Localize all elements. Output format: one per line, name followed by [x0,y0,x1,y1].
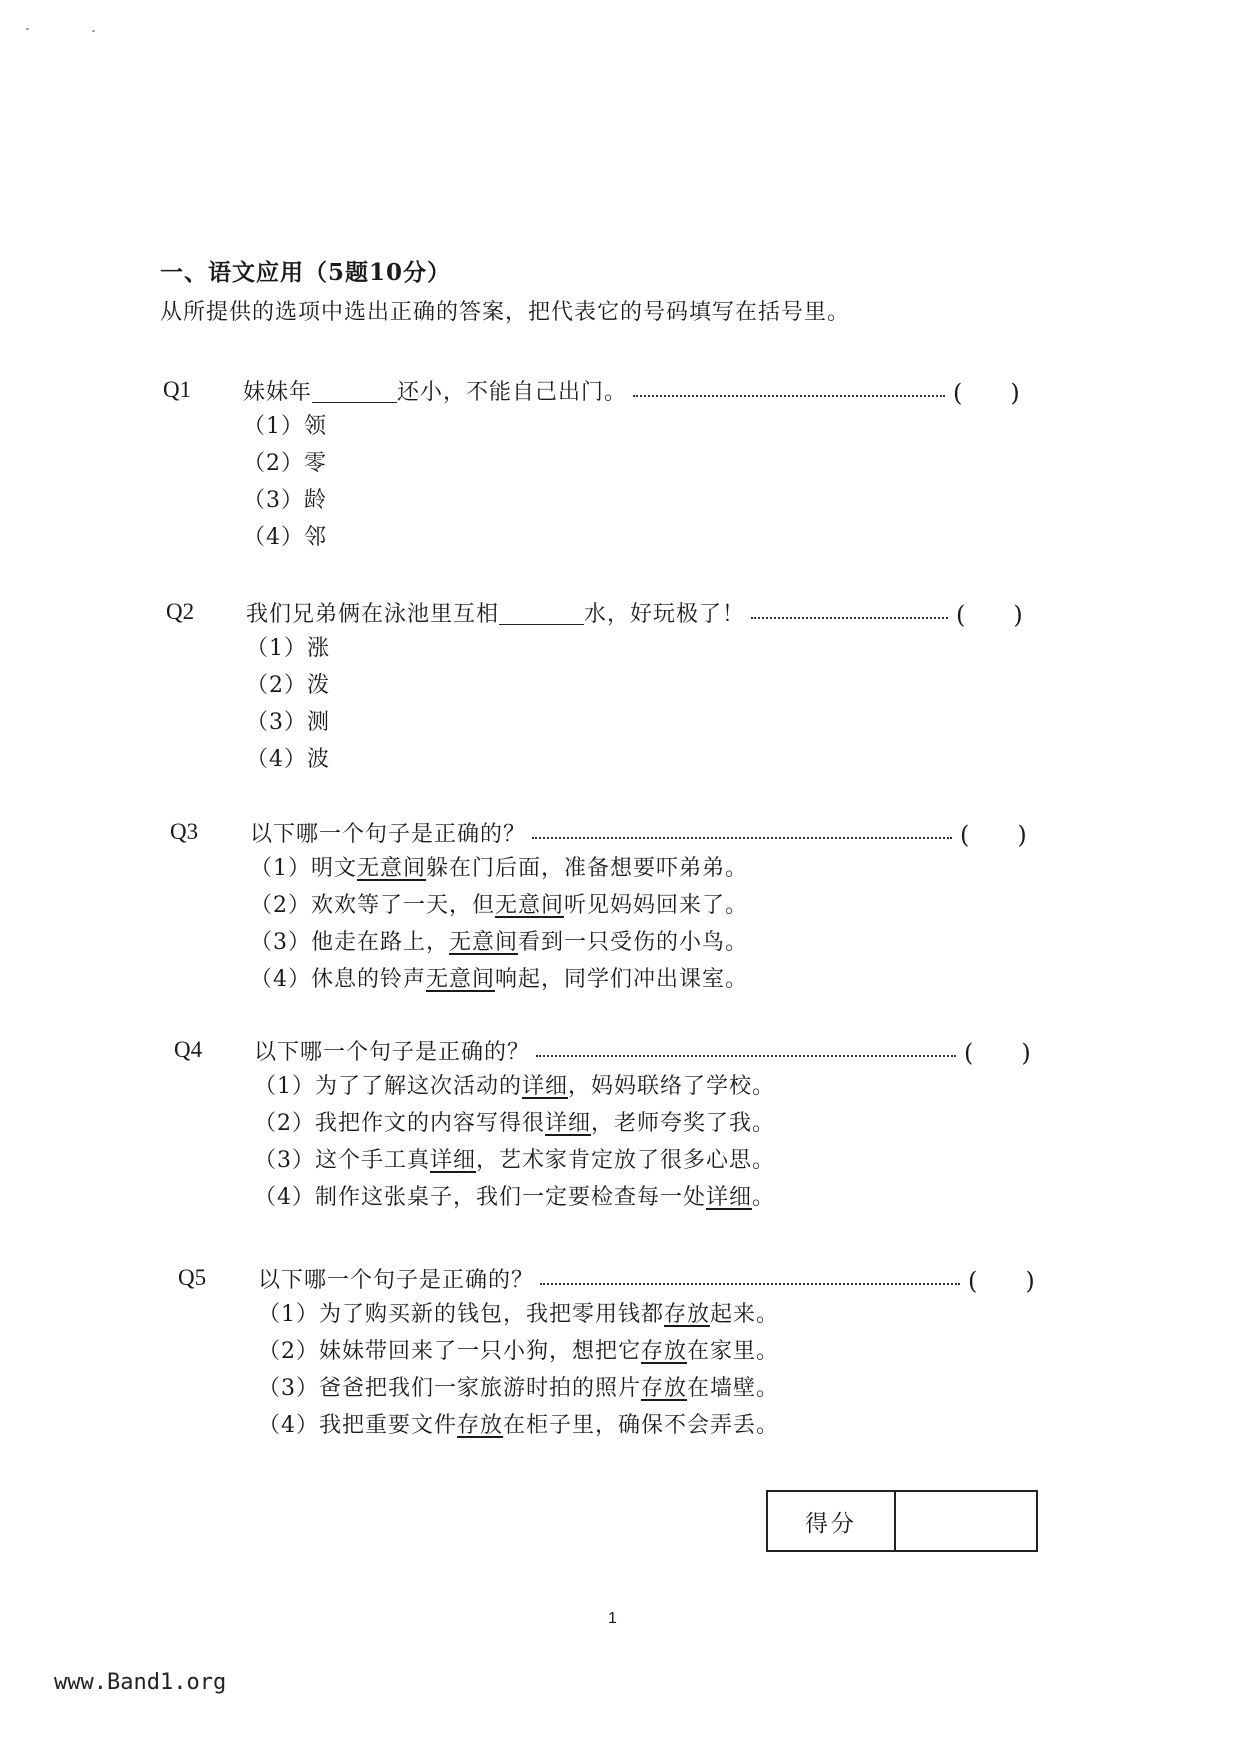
score-value-cell[interactable] [896,1492,1036,1550]
question-stem: 我们兄弟俩在泳池里互相 水，好玩极了！ [246,601,746,627]
answer-bracket: ( ) [968,1266,1035,1295]
dotted-leader [532,837,952,839]
option: （3）龄 [243,488,327,513]
answer-blank [312,382,397,403]
answer-bracket: ( ) [960,820,1027,849]
option: （2）泼 [246,673,330,698]
dotted-leader [751,617,948,619]
question-2 [166,594,1026,778]
page-number: 1 [608,1610,617,1627]
option: （2）我把作文的内容写得很详细，老师夸奖了我。 [254,1111,776,1136]
answer-bracket: ( ) [953,378,1020,407]
question-stem: 以下哪一个句子是正确的？ [250,821,527,847]
dotted-leader [633,395,945,397]
option: （4）休息的铃声无意间响起，同学们冲出课室。 [250,967,749,992]
dotted-leader [536,1055,956,1057]
option: （3）爸爸把我们一家旅游时拍的照片存放在墙壁。 [258,1376,780,1401]
section-instruction: 从所提供的选项中选出正确的答案，把代表它的号码填写在括号里。 [160,300,851,325]
score-label: 得分 [768,1492,896,1550]
option: （3）这个手工真详细，艺术家肯定放了很多心思。 [254,1148,776,1173]
option: （3）他走在路上，无意间看到一只受伤的小鸟。 [250,930,749,955]
option: （4）波 [246,747,330,772]
option: （4）我把重要文件存放在柜子里，确保不会弄丢。 [258,1413,780,1438]
option: （1）涨 [246,636,330,661]
option: （3）测 [246,710,330,735]
question-stem: 妹妹年 还小，不能自己出门。 [243,379,628,405]
question-1 [163,372,1023,556]
answer-bracket: ( ) [964,1038,1031,1067]
option: （1）明文无意间躲在门后面，准备想要吓弟弟。 [250,856,749,881]
answer-bracket: ( ) [956,600,1023,629]
option: （2）妹妹带回来了一只小狗，想把它存放在家里。 [258,1339,780,1364]
option: （4）制作这张桌子，我们一定要检查每一处详细。 [254,1185,776,1210]
question-stem: 以下哪一个句子是正确的？ [254,1039,531,1065]
scan-speck [92,30,95,32]
dotted-leader [540,1283,960,1285]
option: （1）领 [243,414,327,439]
answer-blank [499,604,584,625]
option: （4）邻 [243,525,327,550]
footer-watermark: www.Band1.org [54,1670,227,1695]
option: （2）欢欢等了一天，但无意间听见妈妈回来了。 [250,893,749,918]
score-box [766,1490,1038,1552]
question-number: Q2 [166,599,195,624]
question-3 [170,814,1030,998]
option: （2）零 [243,451,327,476]
question-5 [178,1260,1038,1444]
section-title: 一、语文应用（5题10分） [160,259,452,286]
option: （1）为了了解这次活动的详细，妈妈联络了学校。 [254,1074,776,1099]
question-number: Q5 [178,1265,207,1290]
question-number: Q1 [163,377,192,402]
question-number: Q3 [170,819,199,844]
option: （1）为了购买新的钱包，我把零用钱都存放起来。 [258,1302,780,1327]
question-number: Q4 [174,1037,203,1062]
question-4 [174,1032,1034,1216]
scan-speck [26,28,29,30]
question-stem: 以下哪一个句子是正确的？ [258,1267,535,1293]
